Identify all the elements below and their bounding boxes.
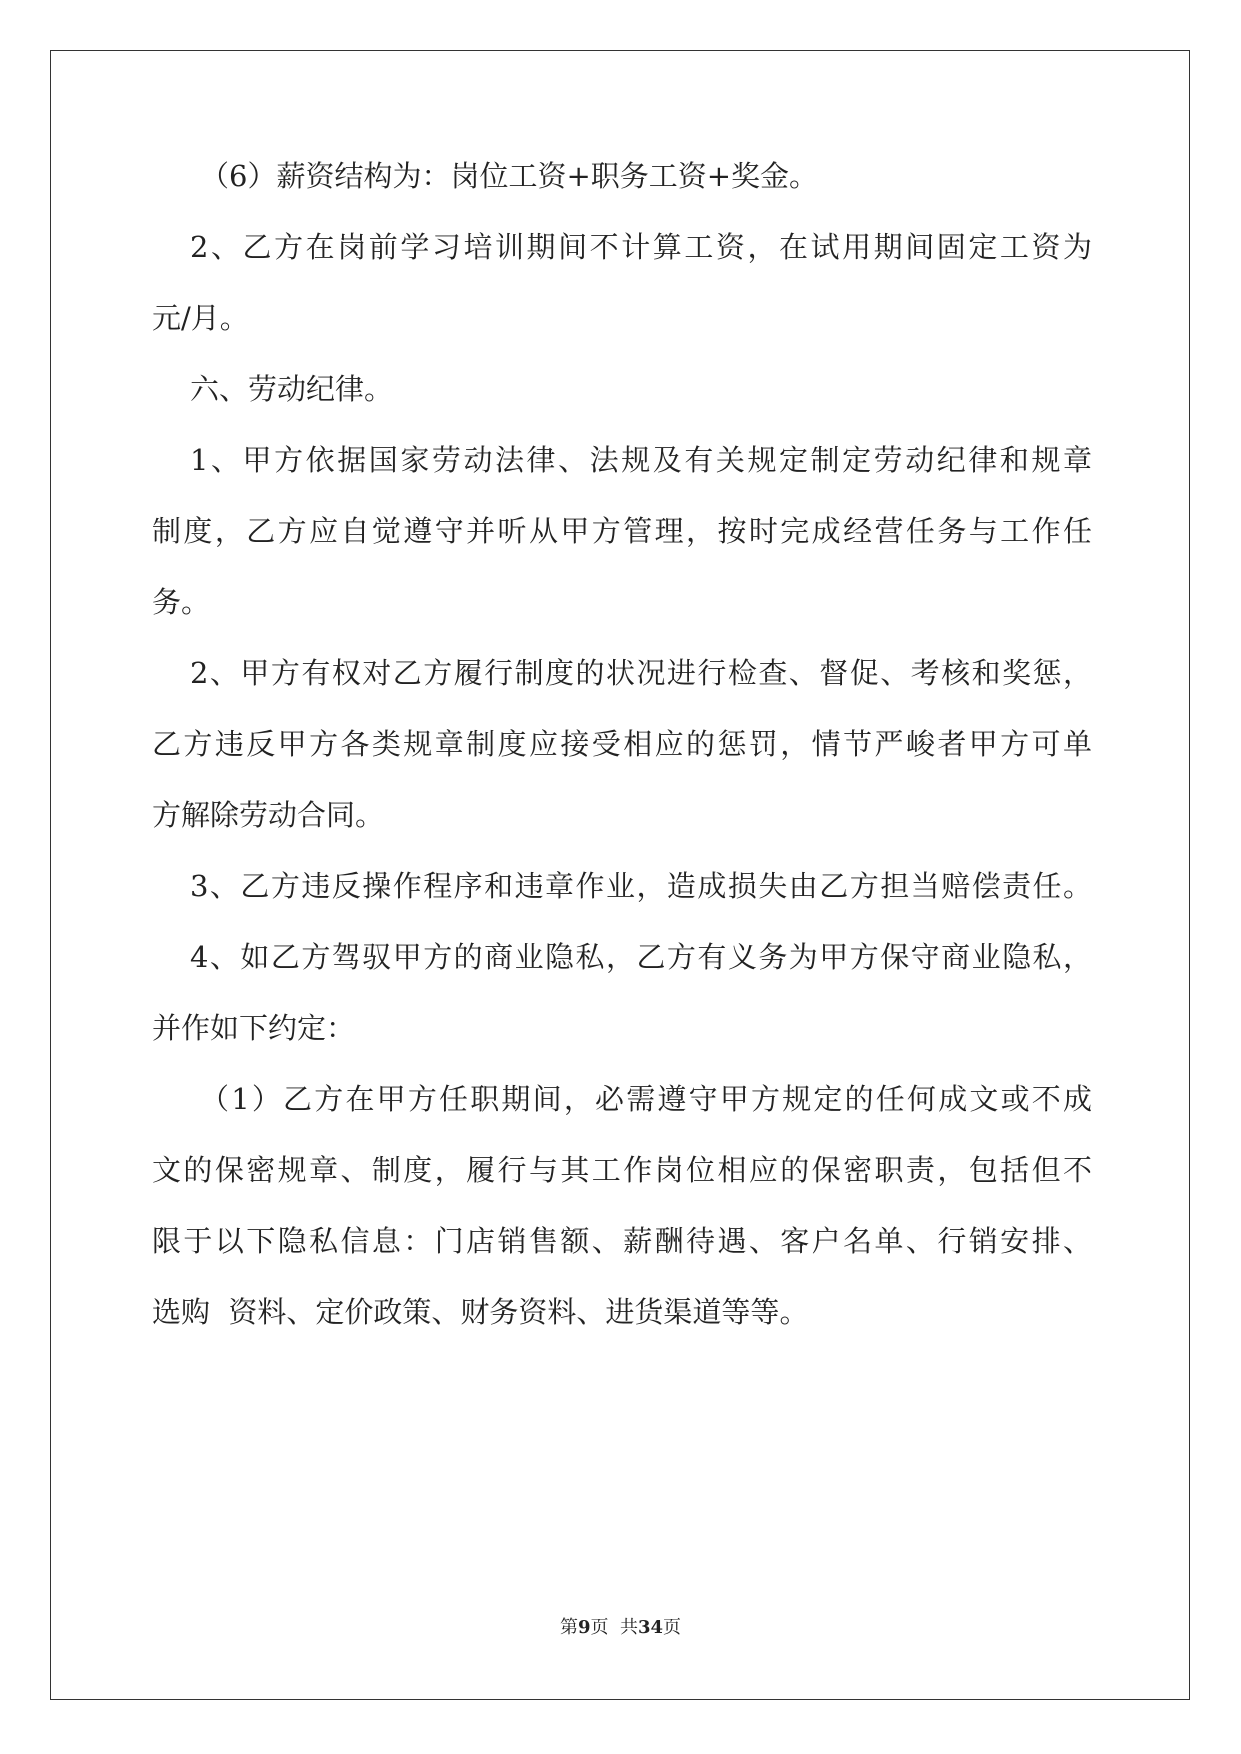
footer-suffix: 页 (663, 1617, 682, 1638)
paragraph-line: 文的保密规章、制度，履行与其工作岗位相应的保密职责，包括但不 (152, 1153, 1092, 1187)
paragraph-line: （6）薪资结构为：岗位工资+职务工资+奖金。 (200, 159, 819, 193)
paragraph-line: 元/月。 (152, 301, 249, 335)
paragraph-line: 务。 (152, 585, 211, 619)
paragraph-line: 制度，乙方应自觉遵守并听从甲方管理，按时完成经营任务与工作任 (152, 514, 1092, 548)
paragraph-line: 1、甲方依据国家劳动法律、法规及有关规定制定劳动纪律和规章 (190, 443, 1092, 477)
section-heading: 六、劳动纪律。 (190, 372, 394, 406)
paragraph-line: 选购 资料、定价政策、财务资料、进货渠道等等。 (152, 1295, 809, 1329)
paragraph-line: 4、如乙方驾驭甲方的商业隐私，乙方有义务为甲方保守商业隐私， (190, 940, 1092, 974)
paragraph-line: （1）乙方在甲方任职期间，必需遵守甲方规定的任何成文或不成 (200, 1082, 1092, 1116)
page-number-footer (0, 1613, 1241, 1639)
paragraph-line: 方解除劳动合同。 (152, 798, 385, 832)
current-page-number: 9 (577, 1617, 591, 1638)
paragraph-line: 2、乙方在岗前学习培训期间不计算工资，在试用期间固定工资为 (190, 230, 1092, 264)
total-page-number: 34 (637, 1617, 664, 1638)
paragraph-line: 乙方违反甲方各类规章制度应接受相应的惩罚，情节严峻者甲方可单 (152, 727, 1092, 761)
paragraph-line: 2、甲方有权对乙方履行制度的状况进行检查、督促、考核和奖惩， (190, 656, 1092, 690)
paragraph-line: 并作如下约定： (152, 1011, 356, 1045)
footer-prefix: 第 (559, 1617, 578, 1638)
footer-mid: 页 共 (590, 1617, 638, 1638)
paragraph-line: 限于以下隐私信息：门店销售额、薪酬待遇、客户名单、行销安排、 (152, 1224, 1092, 1258)
paragraph-line: 3、乙方违反操作程序和违章作业，造成损失由乙方担当赔偿责任。 (190, 869, 1092, 903)
